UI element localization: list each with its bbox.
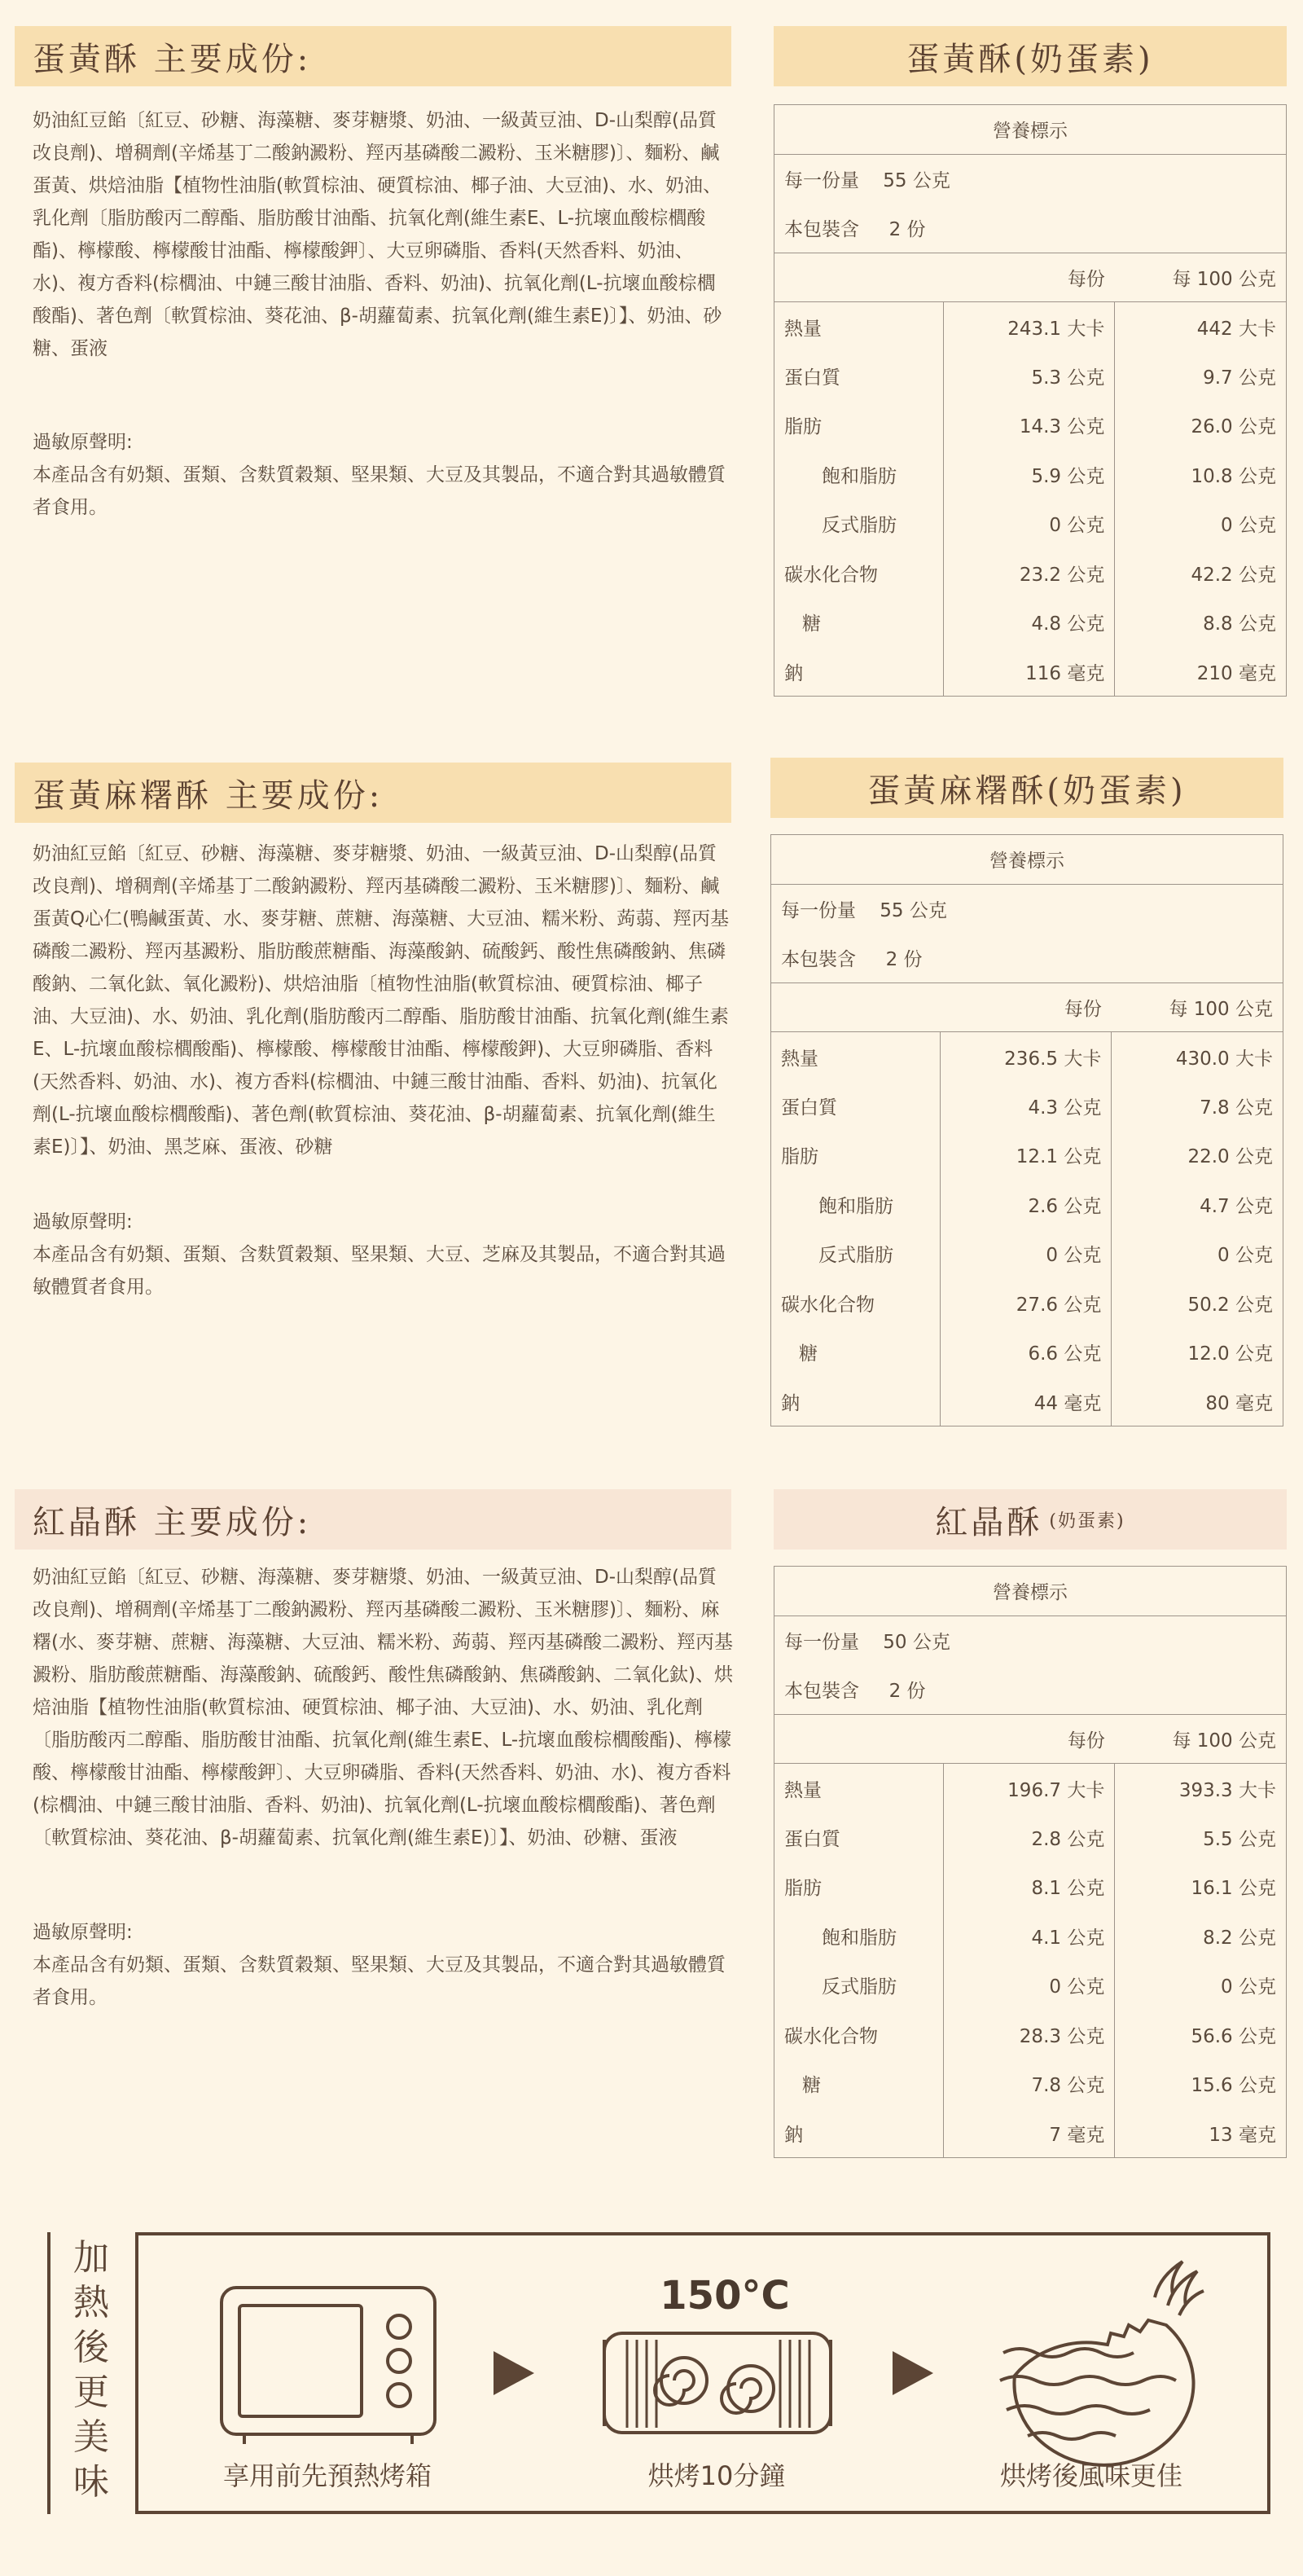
ingredients-title-3: 紅晶酥 主要成份: [15, 1489, 731, 1550]
heating-label-text: 加熱後更美味 [73, 2237, 109, 2503]
per-serving-value: 4.3 公克 [940, 1081, 1112, 1131]
nutrient-name: 糖 [771, 1328, 941, 1378]
nutrient-name: 熱量 [774, 302, 944, 352]
col-per-serving: 每份 [774, 1714, 1115, 1764]
nutrient-name: 蛋白質 [774, 1813, 944, 1862]
col-per-100g: 每 100 公克 [1115, 253, 1287, 302]
per-serving-value: 7.8 公克 [943, 2059, 1115, 2109]
nutrient-name: 反式脂肪 [774, 499, 944, 549]
nutrition-header: 營養標示 [771, 835, 1283, 885]
per-serving-value: 28.3 公克 [943, 2010, 1115, 2059]
serving-label: 每一份量 [784, 170, 859, 191]
per-100g-value: 8.2 公克 [1115, 1911, 1287, 1961]
per-100g-value: 0 公克 [1115, 1961, 1287, 2011]
col-per-serving: 每份 [774, 253, 1115, 302]
per-serving-value: 5.3 公克 [943, 351, 1115, 401]
per-serving-value: 0 公克 [943, 1961, 1115, 2011]
per-100g-value: 442 大卡 [1115, 302, 1287, 352]
nutrient-name: 碳水化合物 [774, 548, 944, 598]
col-per-serving: 每份 [771, 982, 1112, 1032]
serving-value: 50 公克 [883, 1632, 950, 1653]
nutrition-header: 營養標示 [774, 105, 1287, 155]
nutrient-name: 脂肪 [774, 401, 944, 451]
per-100g-value: 7.8 公克 [1112, 1081, 1283, 1131]
serving-value: 55 公克 [880, 900, 947, 921]
per-serving-value: 14.3 公克 [943, 401, 1115, 451]
temperature-label: 150°C [660, 2273, 790, 2319]
pack-value: 2 份 [885, 949, 923, 970]
per-serving-value: 5.9 公克 [943, 450, 1115, 499]
allergy-text-1: 本產品含有奶類、蛋類、含麩質穀類、堅果類、大豆及其製品，不適合對其過敏體質者食用。 [33, 464, 726, 518]
nutrient-name: 糖 [774, 598, 944, 648]
nutrient-name: 脂肪 [771, 1131, 941, 1180]
col-per-100g: 每 100 公克 [1112, 982, 1283, 1032]
pack-value: 2 份 [888, 1681, 926, 1702]
nutrient-name: 糖 [774, 2059, 944, 2109]
pastry-icon [1000, 2262, 1204, 2465]
per-serving-value: 8.1 公克 [943, 1862, 1115, 1912]
per-serving-value: 27.6 公克 [940, 1278, 1112, 1328]
per-serving-value: 44 毫克 [940, 1377, 1112, 1426]
nutrient-name: 蛋白質 [771, 1081, 941, 1131]
per-serving-value: 23.2 公克 [943, 548, 1115, 598]
per-serving-value: 7 毫克 [943, 2108, 1115, 2158]
nutrient-name: 鈉 [771, 1377, 941, 1426]
ingredients-text-1: 奶油紅豆餡〔紅豆、砂糖、海藻糖、麥芽糖漿、奶油、一級黃豆油、D-山梨醇(品質改良劑)、增稠劑(辛烯基丁二酸鈉澱粉、羥丙基磷酸二澱粉、玉米糖膠)〕、麵粉、鹹蛋黃、烘焙油脂【植物性油脂(軟質棕油、硬質棕油、椰子油、大豆油)、水、奶油、乳化劑〔脂肪酸丙二醇酯、脂肪酸甘油酯、抗氧化劑(維生素E、L-抗壞血酸棕櫚酸酯)、檸檬酸、檸檬酸甘油酯、檸檬酸鉀〕、大豆卵磷脂、香料(天然香料、奶油、水)、複方香料(棕櫚油、中鏈三酸甘油脂、香料、奶油)、抗氧化劑(L-抗壞血酸棕櫚酸酯)、著色劑〔軟質棕油、葵花油、β-胡蘿蔔素、抗氧化劑(維生素E)〕】、奶油、砂糖、蛋液 [33, 110, 722, 359]
per-100g-value: 16.1 公克 [1115, 1862, 1287, 1912]
per-100g-value: 80 毫克 [1112, 1377, 1283, 1426]
per-serving-value: 236.5 大卡 [940, 1032, 1112, 1082]
per-100g-value: 393.3 大卡 [1115, 1764, 1287, 1813]
nutrition-subtitle: (奶蛋素) [1049, 1510, 1125, 1532]
per-serving-value: 2.8 公克 [943, 1813, 1115, 1862]
per-serving-value: 4.1 公克 [943, 1911, 1115, 1961]
per-100g-value: 12.0 公克 [1112, 1328, 1283, 1378]
ingredients-text-2: 奶油紅豆餡〔紅豆、砂糖、海藻糖、麥芽糖漿、奶油、一級黃豆油、D-山梨醇(品質改良劑)、增稠劑(辛烯基丁二酸鈉澱粉、羥丙基磷酸二澱粉、玉米糖膠)〕、麵粉、鹹蛋黃Q心仁(鴨鹹蛋黃、水、麥芽糖、蔗糖、海藻糖、大豆油、糯米粉、蒟蒻、羥丙基磷酸二澱粉、羥丙基澱粉、脂肪酸蔗糖酯、海藻酸鈉、硫酸鈣、酸性焦磷酸鈉、焦磷酸鈉、二氧化鈦、氧化澱粉)、烘焙油脂〔植物性油脂(軟質棕油、硬質棕油、椰子油、大豆油)、水、奶油、乳化劑(脂肪酸丙二醇酯、脂肪酸甘油酯、抗氧化劑(維生素E、L-抗壞血酸棕櫚酸酯)、檸檬酸、檸檬酸甘油酯、檸檬酸鉀)、大豆卵磷脂、香料(天然香料、奶油、水)、複方香料(棕櫚油、中鏈三酸甘油酯、香料、奶油)、抗氧化劑(L-抗壞血酸棕櫚酸酯)、著色劑(軟質棕油、葵花油、β-胡蘿蔔素、抗氧化劑(維生素E)〕】、奶油、黑芝麻、蛋液、砂糖 [33, 843, 730, 1158]
step-caption-2: 烘烤10分鐘 [647, 2460, 786, 2491]
per-serving-value: 12.1 公克 [940, 1131, 1112, 1180]
pack-label: 本包裝含 [781, 949, 856, 970]
nutrition-title-text: 蛋黃酥 [906, 40, 1015, 78]
step-caption-1: 享用前先預熱烤箱 [222, 2460, 432, 2491]
nutrient-name: 反式脂肪 [774, 1961, 944, 2011]
nutrient-name: 熱量 [774, 1764, 944, 1813]
allergy-text-3: 本產品含有奶類、蛋類、含麩質穀類、堅果類、大豆及其製品，不適合對其過敏體質者食用。 [33, 1954, 726, 2008]
allergy-title-1: 過敏原聲明: [33, 432, 133, 453]
per-serving-value: 2.6 公克 [940, 1180, 1112, 1229]
nutrition-title-text: 紅晶酥 [935, 1503, 1043, 1541]
per-100g-value: 8.8 公克 [1115, 598, 1287, 648]
ingredients-text-3: 奶油紅豆餡〔紅豆、砂糖、海藻糖、麥芽糖漿、奶油、一級黃豆油、D-山梨醇(品質改良劑)、增稠劑(辛烯基丁二酸鈉澱粉、羥丙基磷酸二澱粉、玉米糖膠)〕、麵粉、麻糬(水、麥芽糖、蔗糖、海藻糖、大豆油、糯米粉、蒟蒻、羥丙基磷酸二澱粉、羥丙基澱粉、脂肪酸蔗糖酯、海藻酸鈉、硫酸鈣、酸性焦磷酸鈉、焦磷酸鈉、二氧化鈦)、烘焙油脂【植物性油脂(軟質棕油、硬質棕油、椰子油、大豆油)、水、奶油、乳化劑〔脂肪酸丙二醇酯、脂肪酸甘油酯、抗氧化劑(維生素E、L-抗壞血酸棕櫚酸酯)、檸檬酸、檸檬酸甘油酯、檸檬酸鉀〕、大豆卵磷脂、香料(天然香料、奶油、水)、複方香料(棕櫚油、中鏈三酸甘油脂、香料、奶油)、抗氧化劑(L-抗壞血酸棕櫚酸酯)、著色劑〔軟質棕油、葵花油、β-胡蘿蔔素、抗氧化劑(維生素E)〕】、奶油、砂糖、蛋液 [33, 1567, 733, 1848]
per-100g-value: 430.0 大卡 [1112, 1032, 1283, 1082]
step-caption-3: 烘烤後風味更佳 [999, 2460, 1182, 2491]
pack-value: 2 份 [888, 219, 926, 240]
nutrition-subtitle: (奶蛋素) [1046, 771, 1187, 810]
oven-icon [222, 2288, 435, 2444]
nutrient-name: 脂肪 [774, 1862, 944, 1912]
per-100g-value: 42.2 公克 [1115, 548, 1287, 598]
pack-label: 本包裝含 [784, 219, 859, 240]
per-serving-value: 0 公克 [943, 499, 1115, 549]
pack-label: 本包裝含 [784, 1681, 859, 1702]
per-100g-value: 0 公克 [1112, 1229, 1283, 1279]
arrow-right-icon [893, 2351, 933, 2395]
per-100g-value: 22.0 公克 [1112, 1131, 1283, 1180]
nutrient-name: 碳水化合物 [774, 2010, 944, 2059]
serving-label: 每一份量 [784, 1632, 859, 1653]
nutrition-subtitle: (奶蛋素) [1014, 40, 1154, 78]
arrow-right-icon [494, 2351, 534, 2395]
serving-value: 55 公克 [883, 170, 950, 191]
nutrient-name: 鈉 [774, 647, 944, 697]
per-serving-value: 196.7 大卡 [943, 1764, 1115, 1813]
allergy-title-2: 過敏原聲明: [33, 1211, 133, 1233]
per-100g-value: 210 毫克 [1115, 647, 1287, 697]
per-100g-value: 9.7 公克 [1115, 351, 1287, 401]
per-100g-value: 13 毫克 [1115, 2108, 1287, 2158]
nutrient-name: 飽和脂肪 [771, 1180, 941, 1229]
grill-icon [604, 2333, 831, 2433]
col-per-100g: 每 100 公克 [1115, 1714, 1287, 1764]
nutrient-name: 蛋白質 [774, 351, 944, 401]
per-serving-value: 6.6 公克 [940, 1328, 1112, 1378]
nutrition-header: 營養標示 [774, 1567, 1287, 1616]
per-serving-value: 4.8 公克 [943, 598, 1115, 648]
per-serving-value: 243.1 大卡 [943, 302, 1115, 352]
allergy-title-3: 過敏原聲明: [33, 1922, 133, 1943]
per-100g-value: 10.8 公克 [1115, 450, 1287, 499]
ingredients-title-2: 蛋黃麻糬酥 主要成份: [15, 763, 731, 823]
serving-label: 每一份量 [781, 900, 856, 921]
per-100g-value: 26.0 公克 [1115, 401, 1287, 451]
per-100g-value: 5.5 公克 [1115, 1813, 1287, 1862]
per-100g-value: 56.6 公克 [1115, 2010, 1287, 2059]
allergy-text-2: 本產品含有奶類、蛋類、含麩質穀類、堅果類、大豆、芝麻及其製品，不適合對其過敏體質者食用。 [33, 1244, 726, 1298]
per-100g-value: 4.7 公克 [1112, 1180, 1283, 1229]
nutrient-name: 熱量 [771, 1032, 941, 1082]
per-100g-value: 50.2 公克 [1112, 1278, 1283, 1328]
nutrition-title-text: 蛋黃麻糬酥 [867, 771, 1047, 810]
ingredients-title-1: 蛋黃酥 主要成份: [15, 26, 731, 86]
per-100g-value: 0 公克 [1115, 499, 1287, 549]
nutrient-name: 反式脂肪 [771, 1229, 941, 1279]
nutrient-name: 鈉 [774, 2108, 944, 2158]
per-serving-value: 116 毫克 [943, 647, 1115, 697]
nutrient-name: 飽和脂肪 [774, 450, 944, 499]
per-100g-value: 15.6 公克 [1115, 2059, 1287, 2109]
nutrient-name: 碳水化合物 [771, 1278, 941, 1328]
nutrient-name: 飽和脂肪 [774, 1911, 944, 1961]
per-serving-value: 0 公克 [940, 1229, 1112, 1279]
